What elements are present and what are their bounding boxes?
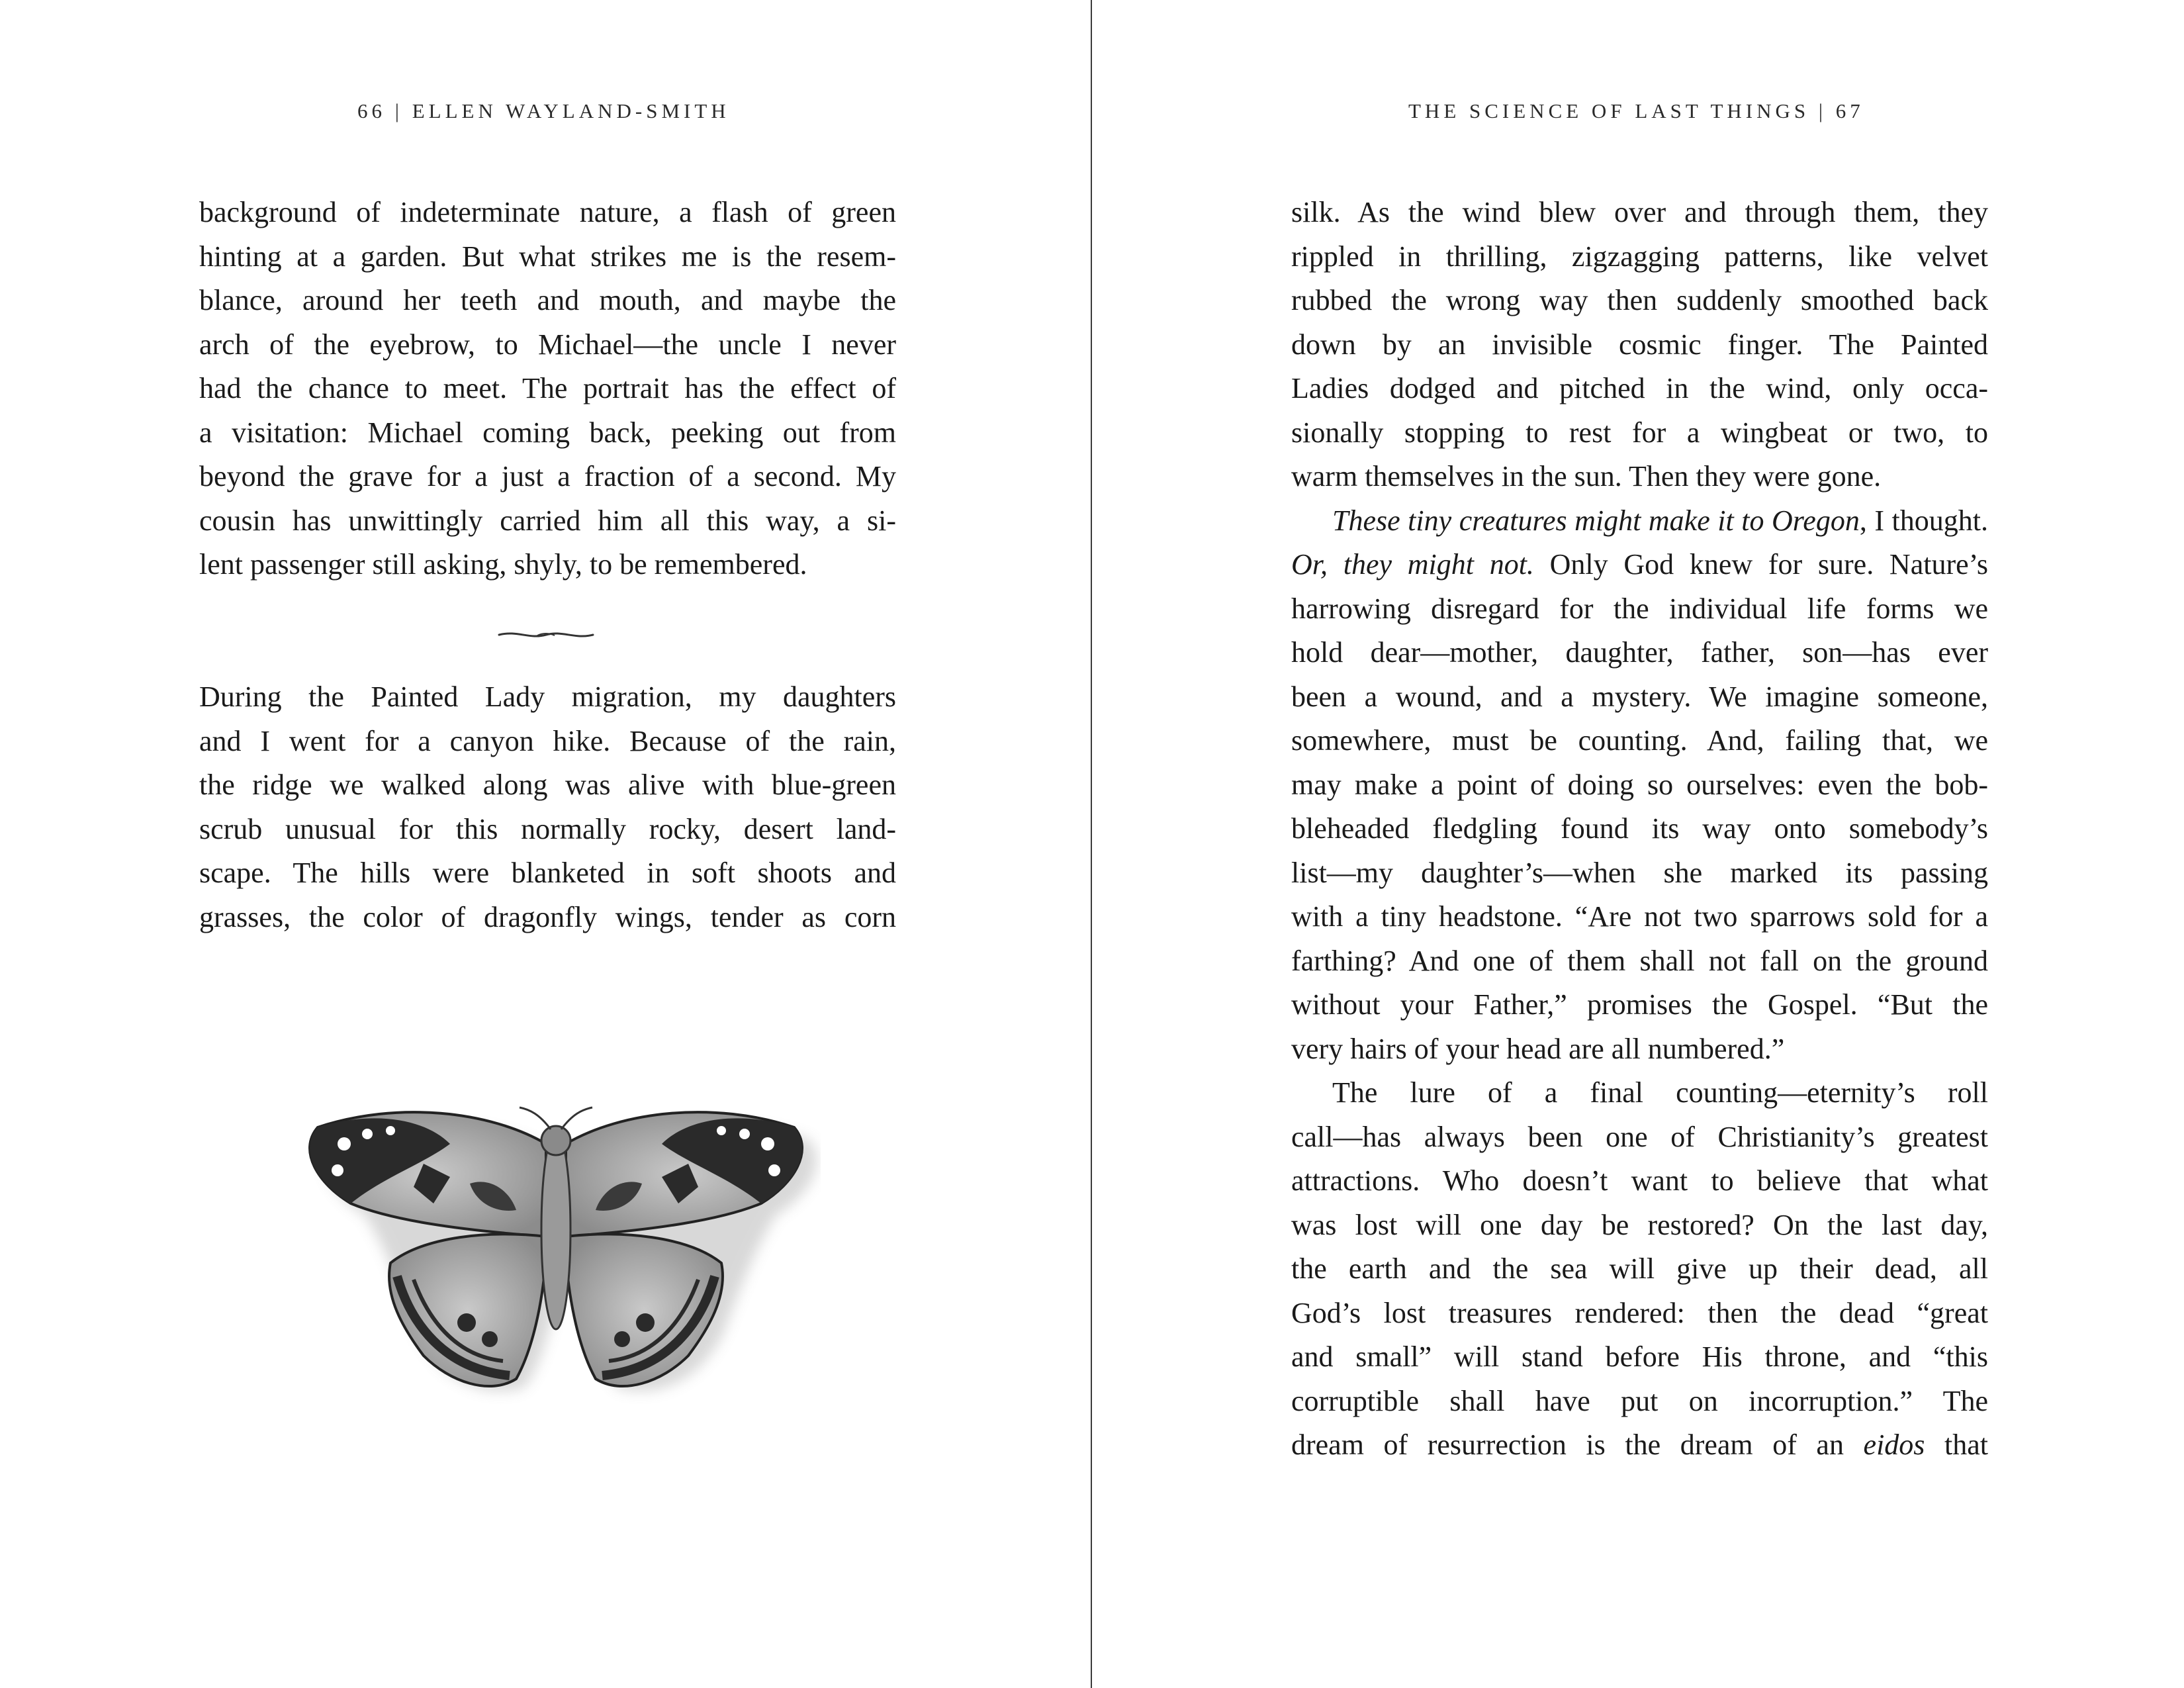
text-line: down by an invisible cosmic finger. The Painted: [1291, 328, 1988, 361]
text-line: beyond the grave for a just a fraction of a second. My: [199, 460, 896, 492]
text-line: hold dear—mother, daughter, father, son—has ever: [1291, 636, 1988, 669]
text-line: blance, around her teeth and mouth, and maybe the: [199, 284, 896, 316]
right-page: [1092, 0, 2184, 1688]
italic-phrase: Or, they might not.: [1291, 548, 1534, 581]
text-line: Ladies dodged and pitched in the wind, only occa-: [1291, 372, 1988, 404]
text-line: and small” will stand before His throne, and “this: [1291, 1340, 1988, 1373]
text-run: dream of resurrection is the dream of an: [1291, 1429, 1864, 1461]
butterfly-illustration: [291, 1104, 821, 1415]
right-text-block: [1291, 191, 1988, 1468]
text-line: been a wound, and a mystery. We imagine someone,: [1291, 680, 1988, 713]
text-line: a visitation: Michael coming back, peeking out from: [199, 416, 896, 449]
text-line: God’s lost treasures rendered: then the dead “great: [1291, 1296, 1988, 1329]
text-line: rubbed the wrong way then suddenly smoothed back: [1291, 284, 1988, 316]
section-break-ornament: [498, 626, 594, 643]
text-line: may make a point of doing so ourselves: even the bob-: [1291, 768, 1988, 801]
text-line: the ridge we walked along was alive with blue-green: [199, 769, 896, 801]
paragraph-1: [199, 191, 896, 587]
italic-phrase: These tiny creatures might make it to Oregon: [1332, 504, 1860, 537]
text-line: The lure of a final counting—eternity’s roll: [1332, 1076, 1988, 1109]
text-line: rippled in thrilling, zigzagging patterns, like velvet: [1291, 240, 1988, 273]
text-line: During the Painted Lady migration, my daughters: [199, 680, 896, 713]
text-line: arch of the eyebrow, to Michael—the uncle I never: [199, 328, 896, 361]
text-line: hinting at a garden. But what strikes me is the resem-: [199, 240, 896, 273]
text-line: very hairs of your head are all numbered.”: [1291, 1032, 1785, 1065]
text-line: warm themselves in the sun. Then they were gone.: [1291, 460, 1882, 492]
running-head-right: THE SCIENCE OF LAST THINGS | 67: [1408, 99, 1864, 122]
text-line: bleheaded fledgling found its way onto somebody’s: [1291, 812, 1988, 845]
text-line: attractions. Who doesn’t want to believe that what: [1291, 1164, 1988, 1197]
text-line: scrub unusual for this normally rocky, desert land-: [199, 812, 896, 845]
text-line: and I went for a canyon hike. Because of the rain,: [199, 724, 896, 757]
text-line: silk. As the wind blew over and through them, they: [1291, 196, 1988, 228]
italic-word: eidos: [1863, 1429, 1925, 1461]
text-line: farthing? And one of them shall not fall on the ground: [1291, 944, 1988, 977]
text-line: with a tiny headstone. “Are not two sparrows sold for a: [1291, 900, 1988, 933]
text-line: the earth and the sea will give up their dead, all: [1291, 1252, 1988, 1285]
text-run: that: [1925, 1429, 1988, 1461]
text-line: without your Father,” promises the Gospel. “But the: [1291, 988, 1988, 1021]
text-line: call—has always been one of Christianity’s greatest: [1291, 1120, 1988, 1153]
text-run: Only God knew for sure. Nature’s: [1533, 548, 1988, 581]
running-head-left: 66 | ELLEN WAYLAND-SMITH: [357, 99, 730, 122]
paragraph-2: [199, 675, 896, 939]
text-line: [1291, 543, 1988, 587]
text-line: had the chance to meet. The portrait has the effect of: [199, 372, 896, 404]
text-run: , I thought.: [1859, 504, 1988, 537]
text-line: [1291, 499, 1988, 543]
text-line: sionally stopping to rest for a wingbeat or two, to: [1291, 416, 1988, 449]
text-line: somewhere, must be counting. And, failing that, we: [1291, 724, 1988, 757]
text-line: list—my daughter’s—when she marked its passing: [1291, 856, 1988, 889]
text-line: was lost will one day be restored? On the last day,: [1291, 1208, 1988, 1241]
text-line: cousin has unwittingly carried him all this way, a si-: [199, 504, 896, 537]
text-line: scape. The hills were blanketed in soft shoots and: [199, 857, 896, 889]
text-line: harrowing disregard for the individual life forms we: [1291, 592, 1988, 625]
text-line: lent passenger still asking, shyly, to be remembered.: [199, 548, 807, 581]
text-line: corruptible shall have put on incorruption.” The: [1291, 1384, 1988, 1417]
text-line: background of indeterminate nature, a flash of green: [199, 196, 896, 228]
text-line: [1291, 1423, 1988, 1468]
text-line: grasses, the color of dragonfly wings, tender as corn: [199, 900, 896, 933]
